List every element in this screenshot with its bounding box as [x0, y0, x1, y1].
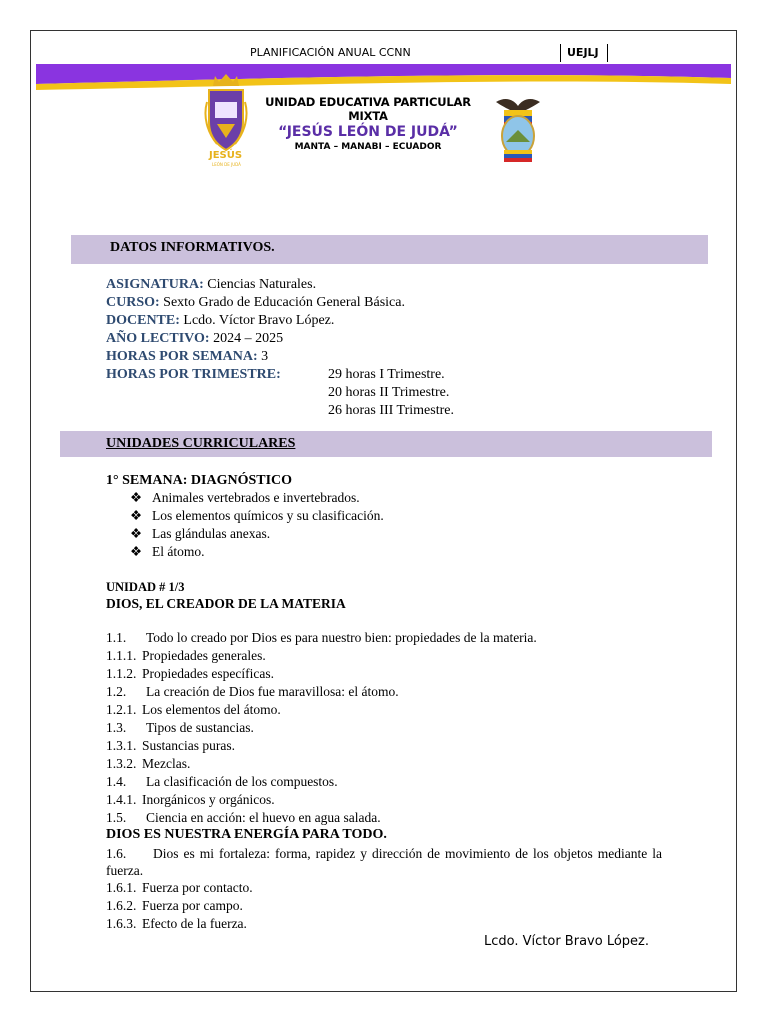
list-item — [106, 773, 338, 791]
bullet-text: El átomo. — [152, 544, 205, 559]
ecuador-coat-of-arms — [490, 94, 546, 164]
info-value: 2024 – 2025 — [209, 331, 284, 346]
unidad-label: UNIDAD # 1/3 — [106, 580, 185, 594]
info-horas-trimestre — [106, 366, 281, 384]
info-label: CURSO: — [106, 295, 160, 310]
info-label: DOCENTE: — [106, 313, 180, 328]
list-item — [106, 755, 190, 773]
item-text: Fuerza por campo. — [142, 898, 243, 913]
list-item — [106, 897, 243, 915]
item-number: 1.2. — [106, 684, 127, 699]
info-label: HORAS POR SEMANA: — [106, 349, 258, 364]
signature: Lcdo. Víctor Bravo López. — [484, 934, 649, 949]
trimestre-1: 29 horas I Trimestre. — [328, 367, 445, 382]
item-text: Dios es mi fortaleza: forma, rapidez y dirección de movimiento de los objetos mediante la fuerza. — [106, 846, 662, 878]
list-item — [130, 543, 205, 561]
info-value: Lcdo. Víctor Bravo López. — [179, 313, 335, 328]
unidad-title: DIOS, EL CREADOR DE LA MATERIA — [106, 596, 346, 611]
school-header — [250, 95, 486, 152]
info-docente — [106, 312, 334, 330]
item-number: 1.3.2. — [106, 756, 137, 771]
list-item — [106, 791, 275, 809]
bullet-icon: ❖ — [130, 508, 143, 523]
info-value: Sexto Grado de Educación General Básica. — [159, 295, 405, 310]
school-line1: UNIDAD EDUCATIVA PARTICULAR MIXTA — [265, 95, 471, 123]
bullet-text: Las glándulas anexas. — [152, 526, 271, 541]
bullet-icon: ❖ — [130, 544, 143, 559]
item-number: 1.1.2. — [106, 666, 137, 681]
item-number: 1.6.3. — [106, 916, 137, 931]
info-asignatura — [106, 276, 316, 294]
item-number: 1.6.2. — [106, 898, 137, 913]
item-text: Efecto de la fuerza. — [142, 916, 247, 931]
bullet-icon: ❖ — [130, 490, 143, 505]
list-item — [106, 915, 247, 933]
list-item — [106, 719, 254, 737]
item-text: Mezclas. — [142, 756, 191, 771]
item-text: Tipos de sustancias. — [146, 720, 254, 735]
item-text: Sustancias puras. — [142, 738, 235, 753]
bullet-icon: ❖ — [130, 526, 143, 541]
unidades-title: UNIDADES CURRICULARES — [106, 436, 296, 451]
info-label: AÑO LECTIVO: — [106, 331, 210, 346]
item-number: 1.3.1. — [106, 738, 137, 753]
school-name: “JESÚS LEÓN DE JUDÁ” — [278, 124, 458, 140]
info-label: HORAS POR TRIMESTRE: — [106, 367, 281, 382]
item-text: Todo lo creado por Dios es para nuestro bien: propiedades de la materia. — [146, 630, 537, 645]
item-number: 1.6.1. — [106, 880, 137, 895]
list-item — [106, 629, 537, 647]
school-location: MANTA – MANABI – ECUADOR — [294, 142, 442, 152]
item-text: Propiedades generales. — [142, 648, 266, 663]
bullet-text: Los elementos químicos y su clasificación. — [152, 508, 384, 523]
item-number: 1.1.1. — [106, 648, 137, 663]
info-label: ASIGNATURA: — [106, 277, 204, 292]
info-value: 3 — [257, 349, 269, 364]
item-number: 1.2.1. — [106, 702, 137, 717]
header-code: UEJLJ — [560, 44, 608, 62]
item-text: Los elementos del átomo. — [142, 702, 281, 717]
logo-text: JESÚS — [209, 150, 243, 161]
item-number: 1.1. — [106, 630, 127, 645]
semana-title: 1° SEMANA: DIAGNÓSTICO — [106, 473, 293, 488]
item-text: Ciencia en acción: el huevo en agua salada. — [146, 810, 381, 825]
list-item — [106, 665, 274, 683]
item-text: Fuerza por contacto. — [142, 880, 253, 895]
logo-subtext: LEÓN DE JUDÁ — [212, 162, 241, 167]
info-ano-lectivo — [106, 330, 283, 348]
list-item — [130, 507, 384, 525]
list-item — [130, 525, 270, 543]
header-banner — [36, 62, 731, 92]
list-item — [106, 737, 235, 755]
bullet-text: Animales vertebrados e invertebrados. — [152, 490, 360, 505]
info-value: Ciencias Naturales. — [203, 277, 317, 292]
datos-title: DATOS INFORMATIVOS. — [110, 240, 275, 255]
list-item — [106, 683, 399, 701]
item-number: 1.4.1. — [106, 792, 137, 807]
item-text: Propiedades específicas. — [142, 666, 274, 681]
item-number: 1.6. — [106, 846, 127, 861]
list-item — [106, 809, 381, 827]
header-title: PLANIFICACIÓN ANUAL CCNN — [250, 46, 411, 59]
info-horas-semana — [106, 348, 268, 366]
list-item — [130, 489, 360, 507]
trimestre-2: 20 horas II Trimestre. — [328, 385, 450, 400]
list-item — [106, 879, 253, 897]
item-text: La creación de Dios fue maravillosa: el átomo. — [146, 684, 399, 699]
list-item — [106, 701, 281, 719]
item-number: 1.5. — [106, 810, 127, 825]
item-text: Inorgánicos y orgánicos. — [142, 792, 275, 807]
section-subtitle: DIOS ES NUESTRA ENERGÍA PARA TODO. — [106, 827, 387, 842]
info-curso — [106, 294, 405, 312]
list-item — [106, 845, 662, 879]
list-item — [106, 647, 266, 665]
item-number: 1.4. — [106, 774, 127, 789]
item-text: La clasificación de los compuestos. — [146, 774, 338, 789]
trimestre-3: 26 horas III Trimestre. — [328, 403, 454, 418]
item-number: 1.3. — [106, 720, 127, 735]
